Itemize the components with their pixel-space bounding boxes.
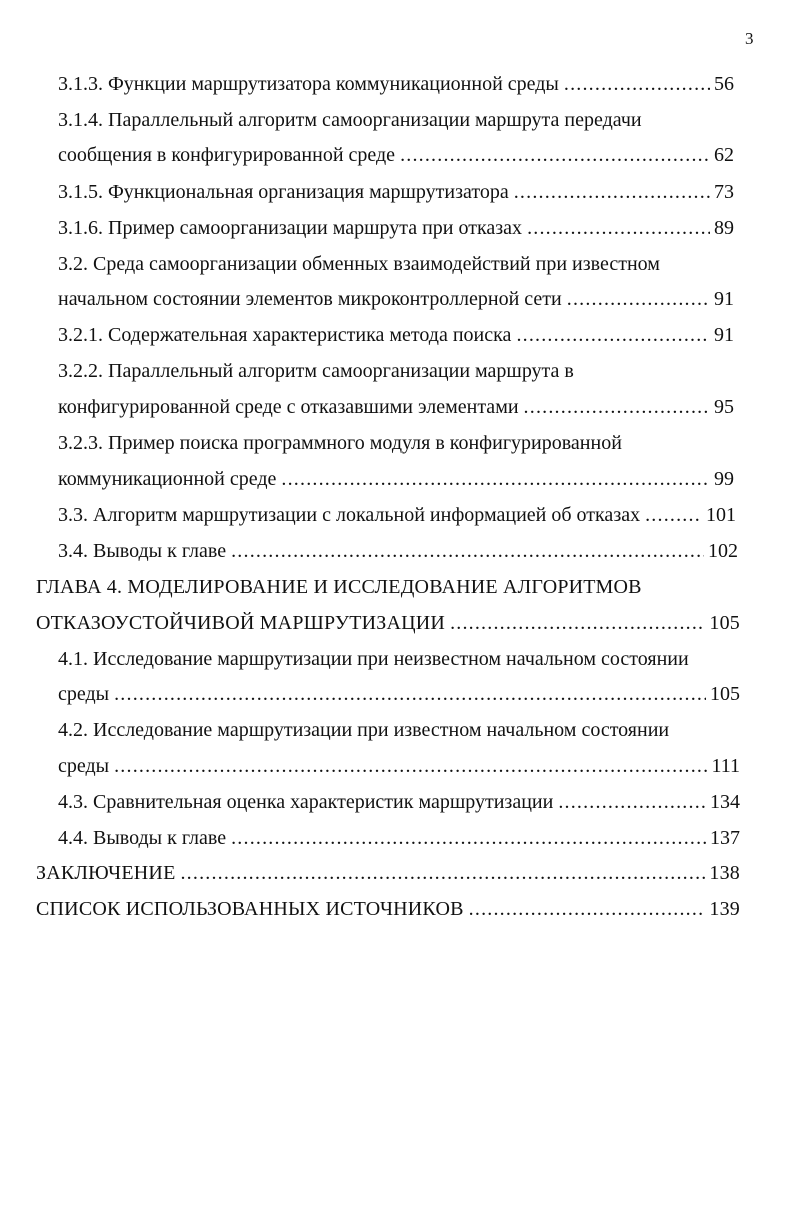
toc-entry-title: 4.4. Выводы к главе <box>58 827 227 849</box>
toc-entry-title: СПИСОК ИСПОЛЬЗОВАННЫХ ИСТОЧНИКОВ <box>36 898 464 920</box>
toc-entry-page: 95 <box>714 396 734 418</box>
page-number: 3 <box>745 29 754 48</box>
toc-leader-dots <box>114 682 706 706</box>
toc-entry-title: 3.2.3. Пример поиска программного модуля в конфигурированной <box>58 432 622 454</box>
toc-leader-dots <box>645 503 702 527</box>
toc-entry-title: 3.4. Выводы к главе <box>58 540 227 562</box>
toc-entry <box>58 323 734 347</box>
toc-entry-title: сообщения в конфигурированной среде <box>58 144 396 166</box>
toc-entry <box>58 72 734 96</box>
toc-entry-title: 3.1.5. Функциональная организация маршрутизатора <box>58 181 509 203</box>
toc-entry <box>58 718 669 742</box>
toc-leader-dots <box>400 143 710 167</box>
toc-leader-dots <box>450 611 705 635</box>
toc-chapter-heading <box>36 575 642 599</box>
toc-entry <box>58 754 740 778</box>
toc-leader-dots <box>527 216 710 240</box>
toc-entry-title: 3.1.6. Пример самоорганизации маршрута при отказах <box>58 217 523 239</box>
toc-entry-page: 62 <box>714 144 734 166</box>
toc-entry <box>58 647 689 671</box>
toc-leader-dots <box>281 467 710 491</box>
toc-entry-title: 4.2. Исследование маршрутизации при известном начальном состоянии <box>58 719 670 741</box>
toc-entry-title: среды <box>58 683 110 705</box>
toc-entry-title: 3.2. Среда самоорганизации обменных взаимодействий при известном <box>58 253 660 275</box>
toc-entry <box>58 467 734 491</box>
toc-leader-dots <box>180 861 705 885</box>
toc-leader-dots <box>524 395 710 419</box>
toc-entry-page: 99 <box>714 468 734 490</box>
toc-leader-dots <box>558 790 706 814</box>
toc-entry <box>58 790 740 814</box>
toc-leader-dots <box>567 287 710 311</box>
toc-entry-title: ГЛАВА 4. МОДЕЛИРОВАНИЕ И ИССЛЕДОВАНИЕ АЛГОРИТМОВ <box>36 576 642 598</box>
toc-entry-title: конфигурированной среде с отказавшими элементами <box>58 396 519 418</box>
toc-entry <box>58 826 740 850</box>
toc-entry <box>58 359 574 383</box>
toc-entry-title: 4.3. Сравнительная оценка характеристик маршрутизации <box>58 791 554 813</box>
toc-entry-title: ОТКАЗОУСТОЙЧИВОЙ МАРШРУТИЗАЦИИ <box>36 612 446 634</box>
toc-entry <box>58 431 622 455</box>
toc-entry <box>58 395 734 419</box>
toc-leader-dots <box>516 323 710 347</box>
toc-chapter-heading <box>36 861 740 885</box>
toc-chapter-heading <box>36 897 740 921</box>
toc-entry-page: 101 <box>706 504 736 526</box>
toc-entry <box>58 180 734 204</box>
toc-entry <box>58 287 734 311</box>
toc-chapter-heading <box>36 611 740 635</box>
toc-entry-title: среды <box>58 755 110 777</box>
toc-entry-page: 91 <box>714 288 734 310</box>
toc-entry <box>58 143 734 167</box>
toc-entry-page: 91 <box>714 324 734 346</box>
toc-entry-page: 89 <box>714 217 734 239</box>
toc-entry-title: начальном состоянии элементов микроконтроллерной сети <box>58 288 562 310</box>
toc-leader-dots <box>231 539 704 563</box>
toc-entry-title: 3.2.2. Параллельный алгоритм самоорганизации маршрута в <box>58 360 574 382</box>
toc-entry-title: 3.3. Алгоритм маршрутизации с локальной информацией об отказах <box>58 504 641 526</box>
toc-entry-page: 105 <box>709 612 740 634</box>
toc-entry-title: 3.1.3. Функции маршрутизатора коммуникационной среды <box>58 73 559 95</box>
toc-entry <box>58 539 738 563</box>
toc-leader-dots <box>114 754 707 778</box>
toc-entry <box>58 216 734 240</box>
toc-entry-page: 134 <box>710 791 740 813</box>
toc-entry-page: 138 <box>709 862 740 884</box>
toc-entry-title: ЗАКЛЮЧЕНИЕ <box>36 862 176 884</box>
toc-leader-dots <box>514 180 710 204</box>
toc-entry-title: 3.1.4. Параллельный алгоритм самоорганизации маршрута передачи <box>58 109 642 131</box>
toc-entry-page: 56 <box>714 73 734 95</box>
toc-leader-dots <box>231 826 706 850</box>
toc-entry <box>58 252 660 276</box>
toc-entry-page: 105 <box>710 683 740 705</box>
toc-entry <box>58 682 740 706</box>
toc-entry-title: 3.2.1. Содержательная характеристика метода поиска <box>58 324 512 346</box>
toc-entry-page: 137 <box>710 827 740 849</box>
toc-entry-page: 111 <box>711 755 740 777</box>
toc-entry <box>58 108 642 132</box>
toc-leader-dots <box>469 897 706 921</box>
toc-entry-page: 139 <box>709 898 740 920</box>
toc-entry-title: 4.1. Исследование маршрутизации при неизвестном начальном состоянии <box>58 648 689 670</box>
toc-entry <box>58 503 736 527</box>
toc-entry-title: коммуникационной среде <box>58 468 277 490</box>
toc-leader-dots <box>564 72 710 96</box>
toc-entry-page: 102 <box>708 540 738 562</box>
toc-entry-page: 73 <box>714 181 734 203</box>
